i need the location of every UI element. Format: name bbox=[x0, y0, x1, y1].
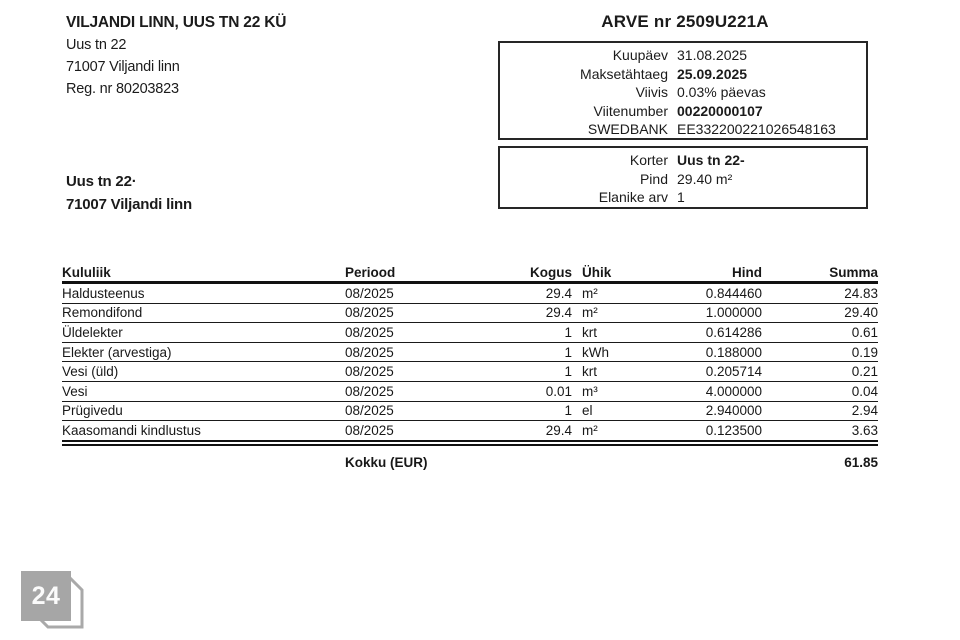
col-header-kogus: Kogus bbox=[467, 263, 572, 283]
apartment-label: Elanike arv bbox=[598, 189, 668, 206]
detail-value: 31.08.2025 bbox=[677, 47, 748, 63]
col-header-summa: Summa bbox=[762, 263, 878, 283]
detail-value: 00220000107 bbox=[677, 102, 763, 119]
cell-kogus: 29.4 bbox=[467, 283, 572, 304]
sender-block bbox=[66, 12, 286, 100]
cell-summa: 0.21 bbox=[762, 362, 878, 382]
cell-periood: 08/2025 bbox=[345, 381, 467, 401]
table-row bbox=[62, 401, 878, 421]
charges-table-wrapper bbox=[62, 263, 878, 470]
invoice-details-box bbox=[498, 41, 868, 140]
cell-summa: 3.63 bbox=[851, 422, 878, 438]
detail-value: EE332200221026548163 bbox=[677, 121, 836, 138]
cell-kululiik: Üldelekter bbox=[62, 323, 345, 343]
table-header-row bbox=[62, 263, 878, 283]
cell-hind: 0.188000 bbox=[640, 342, 762, 362]
total-spacer bbox=[640, 443, 762, 470]
cell-kululiik: Haldusteenus bbox=[62, 283, 345, 304]
cell-periood: 08/2025 bbox=[345, 401, 467, 421]
table-row bbox=[62, 342, 878, 362]
cell-kululiik: Vesi (üld) bbox=[62, 362, 345, 382]
invoice-title: ARVE nr 2509U221A bbox=[601, 12, 769, 31]
col-header-kululiik: Kululiik bbox=[62, 263, 345, 283]
cell-uhik: m³ bbox=[572, 381, 640, 401]
cell-hind: 0.614286 bbox=[640, 323, 762, 343]
detail-label: Kuupäev bbox=[612, 47, 668, 63]
table-row bbox=[62, 362, 878, 382]
detail-value: 25.09.2025 bbox=[677, 65, 748, 82]
apartment-label: Pind bbox=[639, 170, 668, 187]
cell-kogus: 1 bbox=[467, 323, 572, 343]
cell-kululiik: Elekter (arvestiga) bbox=[62, 342, 345, 362]
recipient-block bbox=[66, 170, 192, 216]
apartment-box bbox=[498, 146, 868, 209]
cell-hind: 0.123500 bbox=[705, 422, 762, 438]
cell-periood: 08/2025 bbox=[345, 362, 467, 382]
cell-periood: 08/2025 bbox=[345, 323, 467, 343]
recipient-line2: 71007 Viljandi linn bbox=[66, 196, 192, 213]
sender-address-line2: 71007 Viljandi linn bbox=[66, 59, 180, 75]
cell-hind: 4.000000 bbox=[640, 381, 762, 401]
cell-kululiik: Remondifond bbox=[62, 303, 345, 323]
cell-hind: 2.940000 bbox=[640, 401, 762, 421]
detail-label: Viitenumber bbox=[593, 102, 668, 119]
cell-uhik: m² bbox=[582, 422, 598, 438]
cell-summa: 0.19 bbox=[762, 342, 878, 362]
total-label: Kokku (EUR) bbox=[345, 443, 467, 470]
cell-summa: 0.04 bbox=[762, 381, 878, 401]
apartment-row-korter bbox=[500, 151, 860, 170]
total-spacer bbox=[62, 443, 345, 470]
table-row bbox=[62, 421, 878, 443]
logo-square bbox=[21, 571, 71, 621]
total-value: 61.85 bbox=[762, 443, 878, 470]
cell-kogus: 29.4 bbox=[545, 422, 572, 438]
cell-summa: 2.94 bbox=[762, 401, 878, 421]
apartment-row-pind bbox=[500, 170, 860, 189]
cell-hind: 0.844460 bbox=[640, 283, 762, 304]
cell-uhik: krt bbox=[572, 323, 640, 343]
cell-uhik: kWh bbox=[572, 342, 640, 362]
detail-row-viitenumber bbox=[500, 102, 860, 121]
cell-kululiik: Kaasomandi kindlustus bbox=[62, 422, 201, 438]
cell-summa: 0.61 bbox=[762, 323, 878, 343]
cell-kogus: 29.4 bbox=[467, 303, 572, 323]
cell-kogus: 1 bbox=[467, 401, 572, 421]
cell-hind: 0.205714 bbox=[640, 362, 762, 382]
recipient-line1: Uus tn 22· bbox=[66, 173, 137, 190]
cell-periood: 08/2025 bbox=[345, 422, 394, 438]
detail-label: Maksetähtaeg bbox=[580, 65, 668, 82]
detail-row-bank bbox=[500, 120, 860, 139]
col-header-hind: Hind bbox=[640, 263, 762, 283]
col-header-periood: Periood bbox=[345, 263, 467, 283]
cell-periood: 08/2025 bbox=[345, 283, 467, 304]
cell-uhik: m² bbox=[572, 303, 640, 323]
cell-kululiik: Vesi bbox=[62, 381, 345, 401]
cell-summa: 24.83 bbox=[762, 283, 878, 304]
sender-address-line1: Uus tn 22 bbox=[66, 37, 127, 53]
apartment-value: Uus tn 22- bbox=[677, 152, 745, 168]
detail-label: SWEDBANK bbox=[587, 121, 668, 138]
table-row bbox=[62, 283, 878, 304]
cell-summa: 29.40 bbox=[762, 303, 878, 323]
charges-table bbox=[62, 263, 878, 470]
detail-label: Viivis bbox=[635, 84, 668, 101]
sender-name: VILJANDI LINN, UUS TN 22 KÜ bbox=[66, 14, 287, 31]
cell-uhik: krt bbox=[572, 362, 640, 382]
cell-kululiik: Prügivedu bbox=[62, 401, 345, 421]
cell-kogus: 0.01 bbox=[467, 381, 572, 401]
logo-number: 24 bbox=[31, 581, 61, 610]
apartment-label: Korter bbox=[629, 152, 668, 168]
total-spacer bbox=[467, 443, 572, 470]
total-spacer bbox=[572, 443, 640, 470]
cell-uhik: m² bbox=[572, 283, 640, 304]
apartment-value: 29.40 m² bbox=[677, 170, 733, 187]
sender-reg-number: Reg. nr 80203823 bbox=[66, 81, 179, 97]
apartment-row-elanike bbox=[500, 188, 860, 207]
cell-kogus: 1 bbox=[467, 362, 572, 382]
logo-24 bbox=[21, 565, 93, 635]
detail-value: 0.03% päevas bbox=[677, 84, 766, 101]
table-row bbox=[62, 381, 878, 401]
cell-hind: 1.000000 bbox=[640, 303, 762, 323]
cell-periood: 08/2025 bbox=[345, 303, 467, 323]
detail-row-kuupaev bbox=[500, 46, 860, 65]
cell-periood: 08/2025 bbox=[345, 342, 467, 362]
col-header-uhik: Ühik bbox=[572, 263, 640, 283]
detail-row-viivis bbox=[500, 83, 860, 102]
cell-kogus: 1 bbox=[467, 342, 572, 362]
apartment-value: 1 bbox=[677, 189, 685, 206]
table-row bbox=[62, 303, 878, 323]
total-row bbox=[62, 443, 878, 470]
detail-row-maksetahtaeg bbox=[500, 65, 860, 84]
table-row bbox=[62, 323, 878, 343]
cell-uhik: el bbox=[572, 401, 640, 421]
